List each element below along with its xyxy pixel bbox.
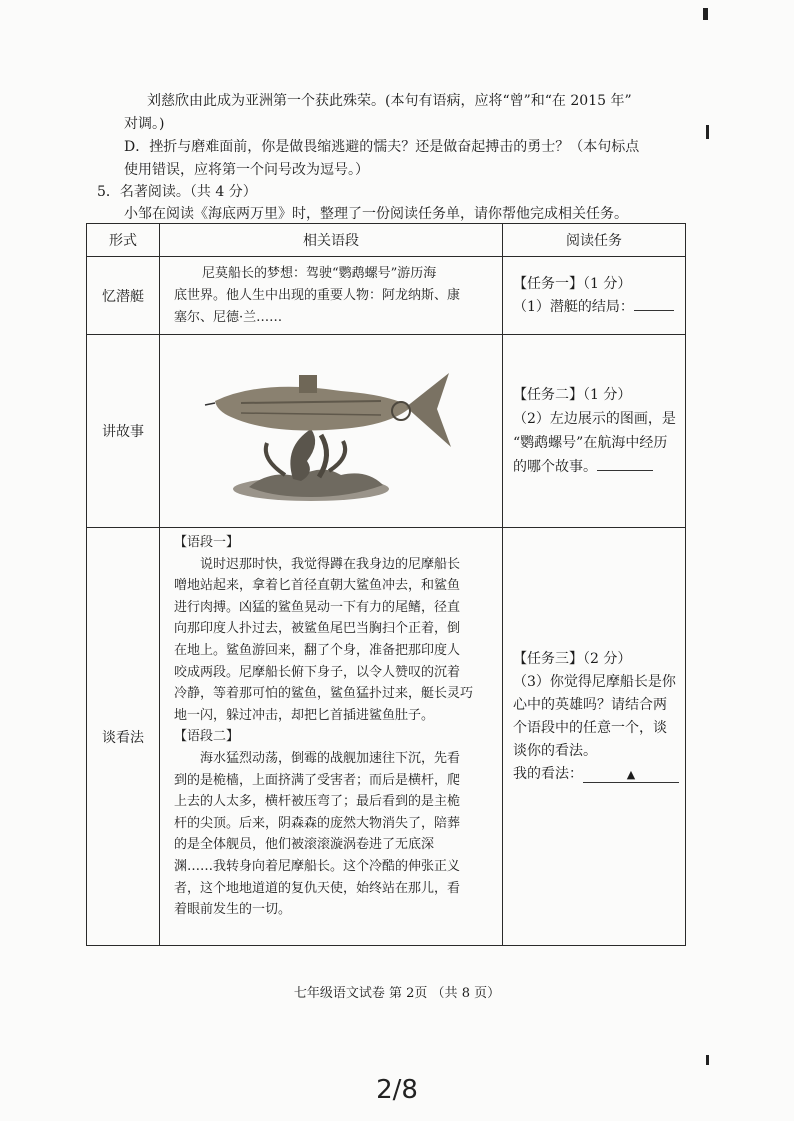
- text-line: 刘慈欣由此成为亚洲第一个获此殊荣。(本句有语病，应将“曾”和“在 2015 年”: [147, 93, 632, 109]
- passage-line: 尼莫船长的梦想：驾驶“鹦鹉螺号”游历海: [202, 265, 437, 281]
- task-question: 个语段中的任意一个，谈: [513, 719, 667, 736]
- submarine-illustration: [201, 351, 461, 511]
- page-footer: 七年级语文试卷 第 2页 （共 8 页）: [293, 986, 501, 1001]
- answer-blank[interactable]: [583, 768, 679, 783]
- task-cell-2: [503, 335, 686, 528]
- task-title: 【任务一】（1 分）: [513, 275, 632, 292]
- task-cell-3: [503, 528, 686, 946]
- passage-line: 在地上。鲨鱼游回来，翻了个身，准备把那印度人: [174, 642, 461, 658]
- task-cell-1: [503, 257, 686, 335]
- passage-line: 渊……我转身向着尼摩船长。这个冷酷的伸张正义: [174, 858, 461, 874]
- segment-title: 【语段一】: [174, 535, 240, 550]
- task-question: “鹦鹉螺号”在航海中经历: [513, 435, 668, 451]
- form-cell-1: 忆潜艇: [87, 257, 160, 335]
- passage-line: 噌地站起来，拿着匕首径直朝大鲨鱼冲去，和鲨鱼: [174, 578, 461, 594]
- form-cell-2: 讲故事: [87, 335, 160, 528]
- segment-title: 【语段二】: [174, 729, 240, 745]
- task-question: （3）你觉得尼摩船长是你: [513, 673, 676, 690]
- passage-cell-1: [160, 257, 503, 335]
- passage-cell-2: [160, 335, 503, 528]
- answer-blank[interactable]: [634, 310, 674, 311]
- passage-line: 进行肉搏。凶猛的鲨鱼晃动一下有力的尾鳍，径直: [174, 599, 461, 615]
- form-cell-3: 谈看法: [87, 528, 160, 946]
- question-heading: 5．名著阅读。（共 4 分）: [97, 184, 257, 200]
- triangle-marker: ▲: [626, 767, 636, 781]
- passage-line: 海水猛烈动荡，倒霉的战舰加速往下沉，先看: [200, 750, 461, 766]
- reading-task-table: [86, 223, 686, 946]
- passage-line: 说时迟那时快，我觉得蹲在我身边的尼摩船长: [200, 556, 461, 572]
- task-question: （2）左边展示的图画，是: [513, 411, 676, 427]
- task-question: 的哪个故事。: [513, 459, 597, 475]
- passage-line: 杆的尖顶。后来，阴森森的庞然大物消失了，陪葬: [174, 815, 461, 831]
- task-title: 【任务二】（1 分）: [513, 387, 632, 403]
- passage-cell-3: [160, 528, 503, 946]
- option-d-continued: 使用错误，应将第一个问号改为逗号。）: [124, 162, 369, 178]
- passage-line: 着眼前发生的一切。: [174, 902, 292, 918]
- header-passage: 相关语段: [160, 224, 503, 257]
- scan-mark: [706, 1055, 709, 1065]
- task-question: 心中的英雄吗？请结合两: [513, 696, 667, 713]
- text-line: 对调。): [124, 116, 165, 132]
- question-intro: 小邹在阅读《海底两万里》时，整理了一份阅读任务单，请你帮他完成相关任务。: [124, 206, 628, 222]
- task-question: 谈你的看法。: [513, 742, 597, 759]
- passage-line: 冷静，等着那可怕的鲨鱼，鲨鱼猛扑过来，艇长灵巧: [174, 686, 474, 702]
- scan-mark: [703, 8, 708, 20]
- passage-line: 地一闪，躲过冲击，却把匕首插进鲨鱼肚子。: [174, 707, 435, 723]
- passage-line: 到的是桅樯，上面挤满了受害者；而后是横杆，爬: [174, 772, 461, 788]
- passage-line: 咬成两段。尼摩船长俯下身子，以令人赞叹的沉着: [174, 664, 461, 680]
- passage-line: 上去的人太多，横杆被压弯了；最后看到的是主桅: [174, 794, 461, 810]
- header-task: 阅读任务: [503, 224, 686, 257]
- header-form: 形式: [87, 224, 160, 257]
- page-indicator: 2/8: [376, 1075, 418, 1105]
- passage-line: 者，这个地地道道的复仇天使，始终站在那儿，看: [174, 880, 461, 896]
- passage-line: 的是全体舰员，他们被滚滚漩涡卷进了无底深: [174, 837, 435, 853]
- task-title: 【任务三】（2 分）: [513, 650, 632, 667]
- passage-line: 底世界。他人生中出现的重要人物：阿龙纳斯、康: [174, 287, 461, 303]
- passage-line: 向那印度人扑过去，被鲨鱼尾巴当胸扫个正着，倒: [174, 621, 461, 637]
- option-d: D．挫折与磨难面前，你是做畏缩逃避的懦夫？还是做奋起搏击的勇士？（本句标点: [124, 139, 640, 155]
- scan-mark: [706, 125, 709, 139]
- answer-label: 我的看法：: [513, 765, 583, 782]
- passage-line: 塞尔、尼德·兰……: [174, 309, 283, 325]
- task-question: （1）潜艇的结局：: [513, 298, 634, 315]
- answer-blank[interactable]: [597, 470, 653, 471]
